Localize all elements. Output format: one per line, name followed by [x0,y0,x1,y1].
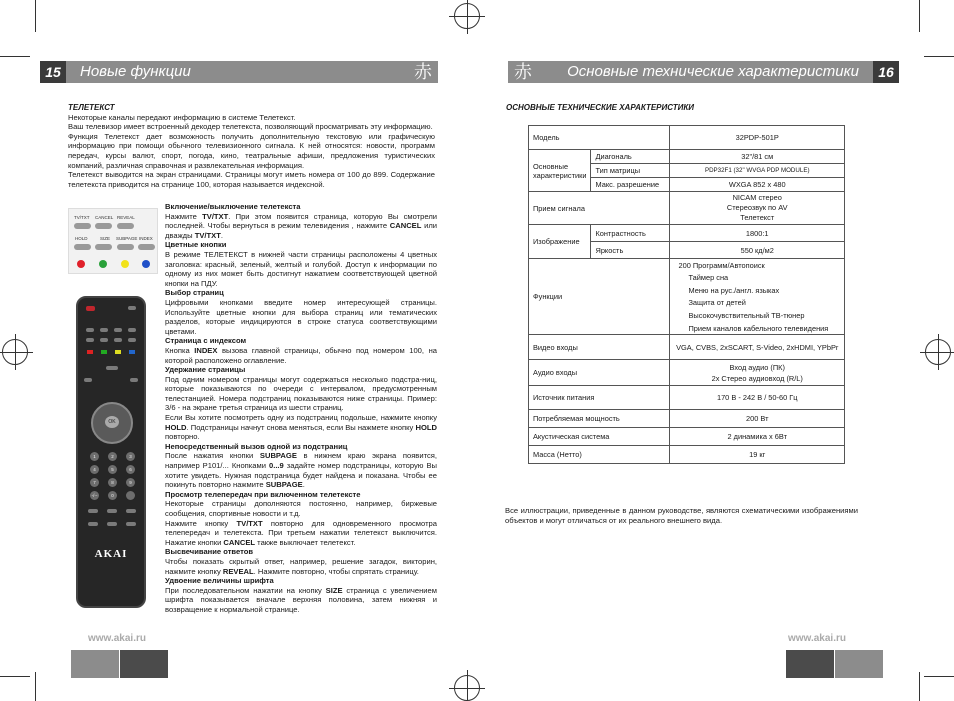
table-row: Потребляемая мощность 200 Вт [529,410,845,428]
subpage-button [117,244,134,250]
footer-block [71,650,119,678]
remote-button [106,366,118,370]
number-button: -/-- [91,493,98,498]
number-button: 2 [108,452,117,461]
block-title: Страница с индексом [165,336,247,346]
teletext-intro [68,103,435,189]
teletext-buttons-illustration [68,208,158,274]
block-title: Высвечивание ответов [165,547,254,557]
remote-blue-button [129,350,135,354]
remote-button [126,522,136,526]
intro-paragraph: Ваш телевизор имеет встроенный декодер телетекста, позволяющий просматривать эту информацию. [68,122,433,132]
remote-button [86,338,94,342]
remote-red-button [87,350,93,354]
number-button: 6 [126,465,135,474]
button-label: SUBPAGE [116,236,138,241]
footer-block [835,650,883,678]
table-row: Модель 32PDP-501P [529,126,845,150]
button-label: REVEAL [117,215,135,220]
remote-green-button [101,350,107,354]
remote-button [114,338,122,342]
tvtxt-button [74,223,91,229]
number-button: 0 [108,491,117,500]
table-row: Изображение Контрастность 1800:1 [529,225,845,242]
footer-block [786,650,834,678]
button-label: SIZE [100,236,111,241]
block-title: Удержание страницы [165,365,246,375]
remote-button [107,522,117,526]
reveal-button [117,223,134,229]
table-row: Тип матрицы PDP32F1 (32" WVGA PDP MODULE) [529,164,845,178]
footer-url-left: www.akai.ru [88,633,146,644]
footer-block [120,650,168,678]
remote-brand-logo: AKAI [94,548,128,560]
left-header-title: Новые функции [80,63,191,80]
remote-button [130,378,138,382]
crop-mark [0,676,30,677]
green-button [99,260,107,268]
table-row: Яркость 550 кд/м2 [529,242,845,259]
number-button: 3 [126,452,135,461]
table-row: Видео входы VGA, CVBS, 2xSCART, S-Video, 2xHDMI, YPbPr [529,335,845,360]
intro-paragraph: Телетекст выводится на экран страницами. Страницы могут иметь номера от 100 до 899. Содержание телетекста приводится на странице 100, которая называется индексной. [68,170,435,189]
block-title: Удвоение величины шрифта [165,576,274,586]
right-header-title: Основные технические характеристики [567,63,859,80]
block-text: Нажмите TV/TXT. При этом появится страница, которую Вы смотрели последней. Чтобы вернуться в режим телевидения , нажмите CANCEL или дважды TV/TXT. [165,211,438,240]
number-button: 5 [108,465,117,474]
left-page-number: 15 [40,61,66,83]
block-text: Нажмите кнопку TV/TXT повторно для одновременного просмотра телепередач и телетекста. При третьем нажатии телетекст выключится. Нажатие кнопки CANCEL также выключает телетекст. [165,518,437,547]
registration-mark-right [925,339,951,365]
button-label: HOLD [75,236,88,241]
block-text: Кнопка INDEX вызова главной страницы, обычно под номером 100, на которой расположено оглавление. [165,345,437,365]
block-text: Чтобы показать скрытый ответ, например, решение загадок, викторин, нажмите кнопку REVEAL. Нажмите повторно, чтобы спрятать страницу. [165,556,437,576]
remote-button [126,509,136,513]
block-title: Выбор страниц [165,288,224,298]
remote-button [128,306,136,310]
red-button [77,260,85,268]
spec-table [528,125,845,464]
block-title: Непосредственный вызов одной из подстраниц [165,441,348,451]
table-row: Масса (Нетто) 19 кг [529,446,845,464]
akai-logo-glyph: 赤 [514,62,532,82]
number-button: 7 [90,478,99,487]
block-title: Цветные кнопки [165,240,227,250]
registration-mark-top [454,3,480,29]
right-page-number: 16 [873,61,899,83]
remote-control-illustration [76,296,146,608]
table-row: Макс. разрешение WXGA 852 x 480 [529,178,845,192]
table-row: Основные характеристики Диагональ 32"/81 см [529,150,845,164]
remote-button [84,378,92,382]
footer-url-right: www.akai.ru [788,633,846,644]
remote-button [100,328,108,332]
block-title: Просмотр телепередач при включенном телетексте [165,489,361,499]
blue-button [142,260,150,268]
number-button [126,491,135,500]
index-button [138,244,155,250]
table-row: Прием сигнала NICAM стерео Стереозвук по AV Телетекст [529,192,845,225]
teletext-instructions [165,202,437,615]
block-text: Некоторые страницы дополняются постоянно, например, биржевые сообщения, спортивные новости и т.д. [165,499,437,518]
remote-button [88,509,98,513]
remote-button [107,509,117,513]
block-text: Цифровыми кнопками введите номер интересующей страницы. Используйте цветные кнопки для выбора страниц или тематических разделов, которые индицируются в строке статуса соответствующими цветами. [165,297,437,336]
right-header-bar [508,61,873,83]
block-title: Включение/выключение телетекста [165,202,301,211]
table-row: Источник питания 170 В - 242 В / 50-60 Гц [529,386,845,410]
block-text: Под одним номером страницы могут содержаться несколько подстра-ниц, которые показываются по очереди с интервалом, предусмотренным телестанцией. Номера подстраниц показываются ниже страницы. Пример: 3/6 - на экране третья страница из шести страниц. [165,374,437,413]
crop-mark [0,56,30,57]
left-header-bar [66,61,438,83]
crop-mark [924,676,954,677]
hold-button [74,244,91,250]
block-text: В режиме ТЕЛЕТЕКСТ в нижней части страницы расположены 4 цветных заголовка: красный, зеленый, желтый и голубой. Доступ к информации по одному из них может быть достигнут нажатием соответствующей цветной кнопки на ПДУ. [165,249,437,288]
crop-mark [924,56,954,57]
cancel-button [95,223,112,229]
registration-mark-left [2,339,28,365]
intro-paragraph: Функция Телетекст дает возможность получить дополнительную текстовую или графическую информацию при помощи обычного телевизионного сигнала. К ней относятся: новости, программ передач, курсы валют, спорт, погода, кино, театральные афиши, предложения туристических компаний, различная справочная и развлекательная информация. [68,131,435,170]
table-row: Аудио входы Вход аудио (ПК) 2х Стерео аудиовход (R/L) [529,360,845,386]
crop-mark [35,0,36,32]
remote-button [128,328,136,332]
table-row: Функции 200 Программ/Автопоиск Таймер сна Меню на рус./англ. языках Защита от детей Высокочувствительный ТВ-тюнер Прием каналов кабельного телевидения [529,259,845,335]
button-label: CANCEL [95,215,114,220]
button-label: TV/TXT [74,215,90,220]
size-button [95,244,112,250]
right-section-title: ОСНОВНЫЕ ТЕХНИЧЕСКИЕ ХАРАКТЕРИСТИКИ [506,103,695,112]
registration-mark-bottom [454,675,480,701]
number-button: 1 [90,452,99,461]
power-button [86,306,95,311]
number-button: 9 [126,478,135,487]
section-title: ТЕЛЕТЕКСТ [68,103,115,112]
crop-mark [919,0,920,32]
akai-logo-glyph: 赤 [414,62,432,82]
remote-button [86,328,94,332]
block-text: После нажатия кнопки SUBPAGE в нижнем краю экрана появится, например P101/... Кнопками 0...9 задайте номер подстраницы, которую Вы хотите увидеть. Нужная подстраница будет найдена и показана. Чтобы ее покинуть повторно нажмите SUBPAGE. [165,451,437,490]
remote-button [88,522,98,526]
crop-mark [35,672,36,701]
yellow-button [121,260,129,268]
number-button: 4 [90,465,99,474]
remote-button [100,338,108,342]
remote-button [114,328,122,332]
block-text: При последовательном нажатии на кнопку SIZE страница с увеличением шрифта показывается вначале верхняя половина, затем нижняя и возвращение к нормальной странице. [165,585,437,614]
remote-button [128,338,136,342]
number-button: 8 [108,478,117,487]
illustration-note: Все иллюстрации, приведенные в данном руководстве, являются схематическими изображениями объектов и могут отличаться от их реального внешнего вида. [505,506,858,525]
intro-paragraph: Некоторые каналы передают информацию в системе Телетекст. [68,112,296,122]
block-text: Если Вы хотите посмотреть одну из подстраниц подольше, нажмите кнопку HOLD. Подстраницы начнут снова меняться, если Вы нажмете кнопку HOLD повторно. [165,413,437,442]
table-row: Акустическая система 2 динамика х 6Вт [529,428,845,446]
remote-yellow-button [115,350,121,354]
ok-button: OK [105,416,119,428]
button-label: INDEX [139,236,153,241]
crop-mark [919,672,920,701]
